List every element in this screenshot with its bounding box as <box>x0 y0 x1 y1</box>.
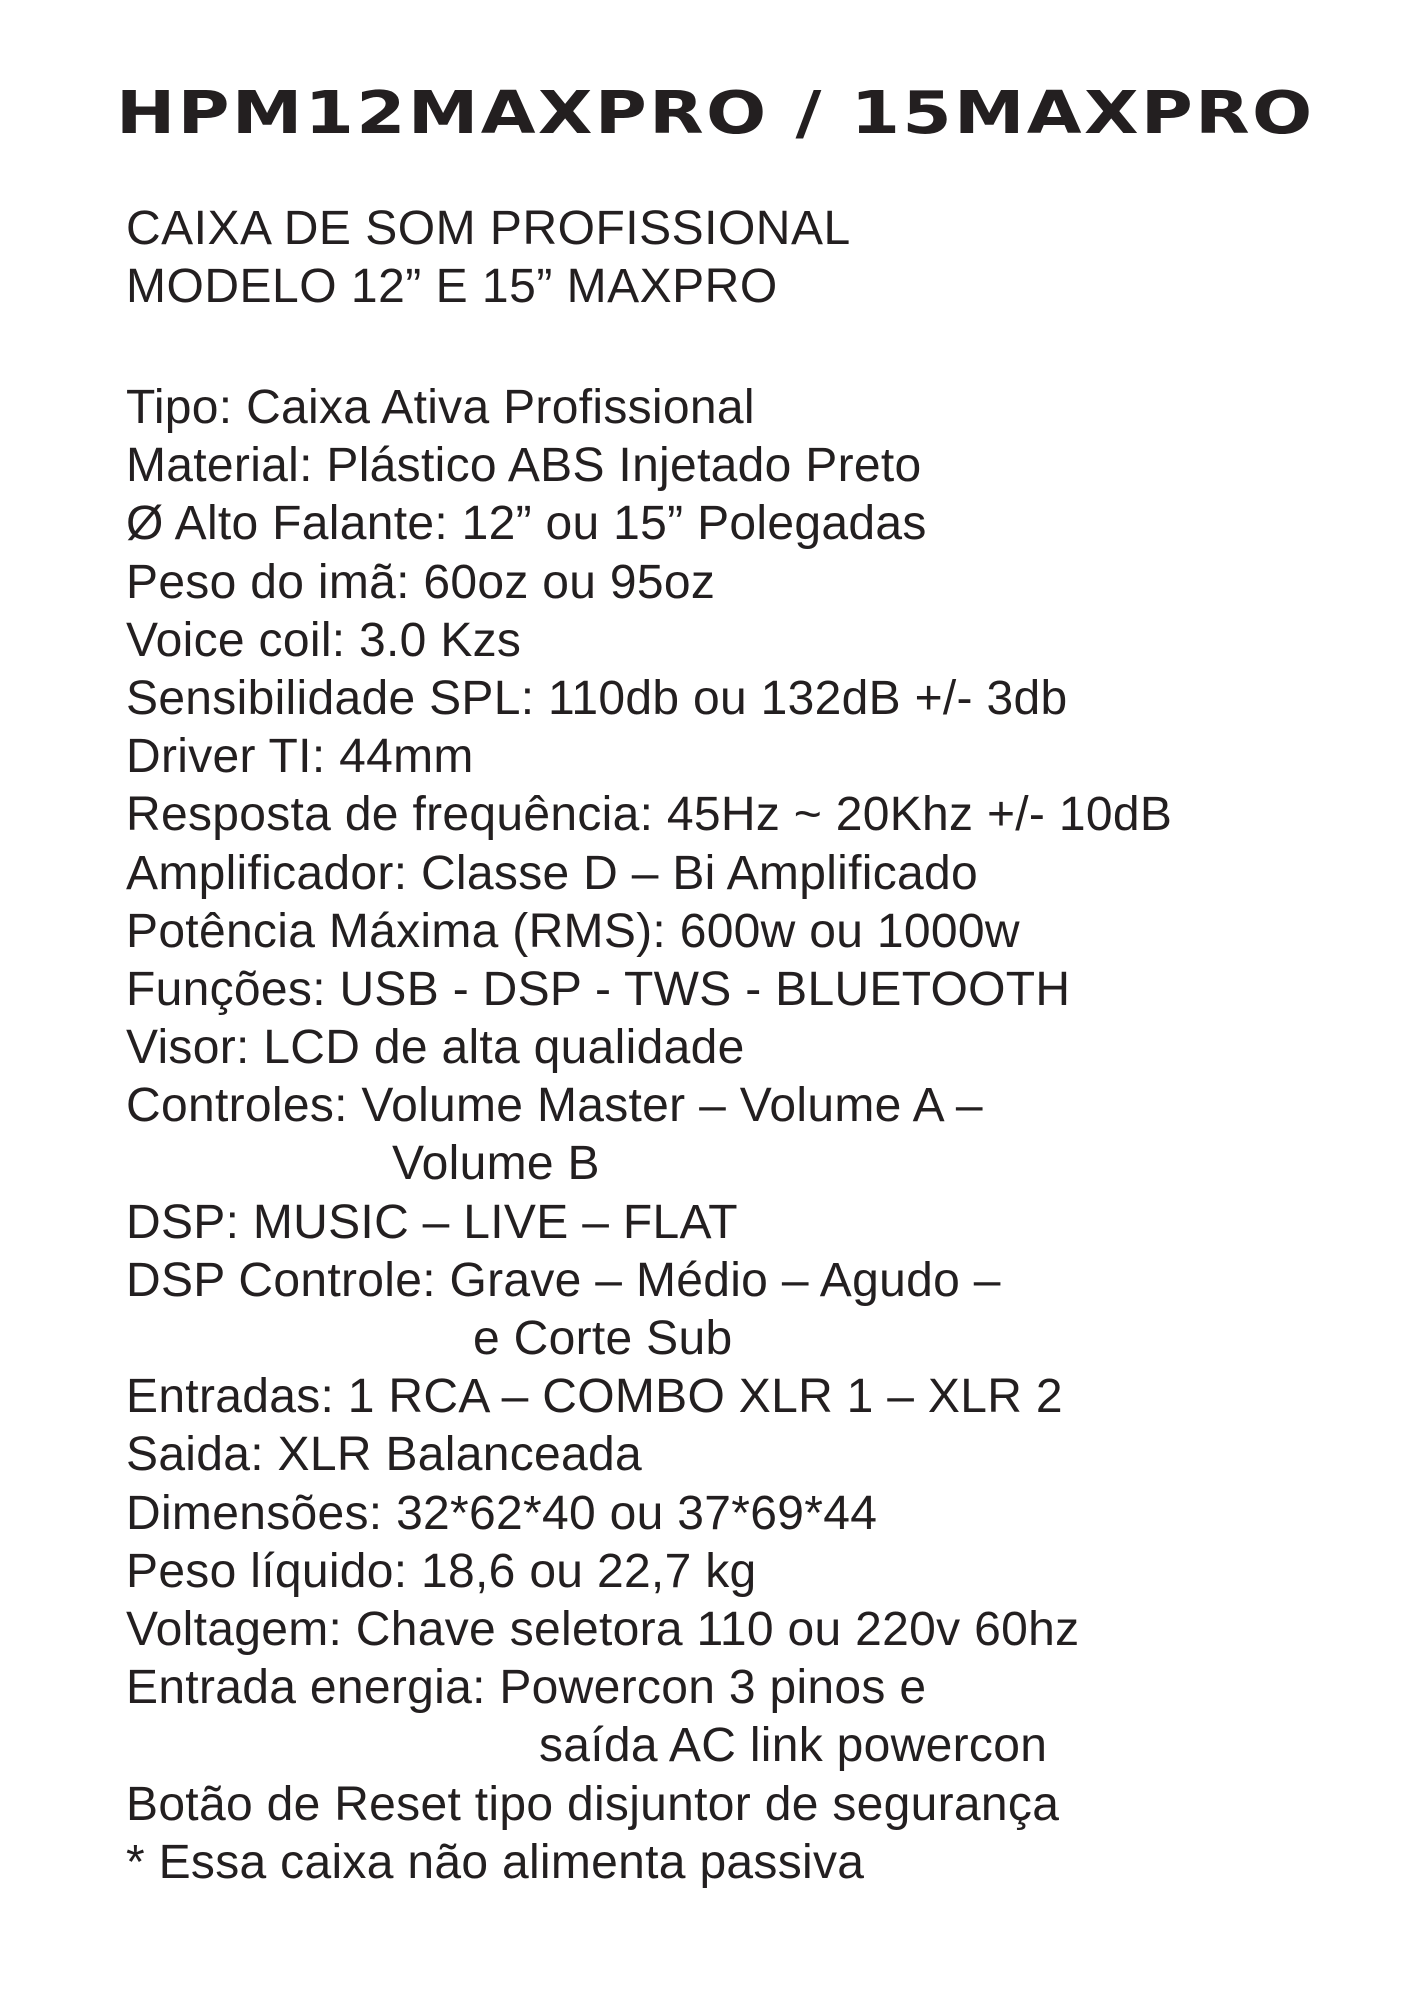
spec-nota: * Essa caixa não alimenta passiva <box>126 1835 865 1889</box>
spec-tipo: Tipo: Caixa Ativa Profissional <box>126 381 755 434</box>
spec-visor: Visor: LCD de alta qualidade <box>126 1021 745 1075</box>
spec-peso-ima: Peso do imã: 60oz ou 95oz <box>126 555 716 609</box>
spec-amplificador: Amplificador: Classe D – Bi Amplificado <box>126 846 979 900</box>
spec-saida: Saida: XLR Balanceada <box>126 1428 642 1482</box>
spec-dimensoes: Dimensões: 32*62*40 ou 37*69*44 <box>126 1486 878 1540</box>
spec-potencia: Potência Máxima (RMS): 600w ou 1000w <box>126 904 1020 958</box>
subtitle-line-2: MODELO 12” E 15” MAXPRO <box>126 260 778 313</box>
spec-sensibilidade: Sensibilidade SPL: 110db ou 132dB +/- 3db <box>126 671 1068 725</box>
spec-resposta: Resposta de frequência: 45Hz ~ 20Khz +/- 10dB <box>126 788 1173 842</box>
spec-dsp-controle-line-2: e Corte Sub <box>473 1312 733 1365</box>
spec-entrada-energia-line-2: saída AC link powercon <box>539 1719 1048 1773</box>
subtitle-line-1: CAIXA DE SOM PROFISSIONAL <box>126 202 851 255</box>
product-subtitle <box>126 200 851 316</box>
product-title: HPM12MAXPRO / 15MAXPRO <box>116 78 1315 148</box>
spec-controles-line-1: Controles: Volume Master – Volume A – <box>126 1079 983 1133</box>
spec-material: Material: Plástico ABS Injetado Preto <box>126 439 922 493</box>
spec-botao-reset: Botão de Reset tipo disjuntor de segurança <box>126 1777 1060 1831</box>
spec-voltagem: Voltagem: Chave seletora 110 ou 220v 60hz <box>126 1602 1080 1656</box>
spec-entradas: Entradas: 1 RCA – COMBO XLR 1 – XLR 2 <box>126 1370 1063 1424</box>
spec-alto-falante: Ø Alto Falante: 12” ou 15” Polegadas <box>126 497 927 551</box>
spec-entrada-energia-line-1: Entrada energia: Powercon 3 pinos e <box>126 1661 927 1715</box>
spec-driver: Driver TI: 44mm <box>126 730 474 784</box>
spec-list <box>126 379 1172 1892</box>
spec-controles-line-2: Volume B <box>392 1137 600 1191</box>
spec-peso-liquido: Peso líquido: 18,6 ou 22,7 kg <box>126 1544 757 1598</box>
spec-funcoes: Funções: USB - DSP - TWS - BLUETOOTH <box>126 962 1071 1016</box>
spec-voice-coil: Voice coil: 3.0 Kzs <box>126 613 522 667</box>
spec-dsp-controle-line-1: DSP Controle: Grave – Médio – Agudo – <box>126 1253 1001 1307</box>
spec-dsp: DSP: MUSIC – LIVE – FLAT <box>126 1195 738 1249</box>
